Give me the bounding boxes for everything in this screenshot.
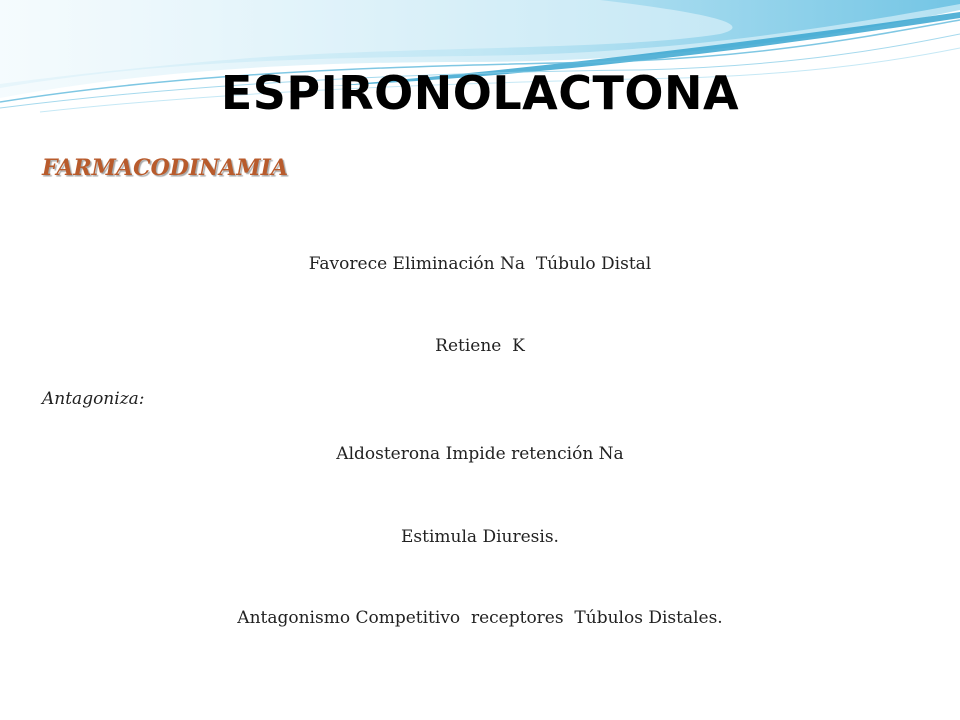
body-line-5: Estimula Diuresis. <box>401 527 559 547</box>
slide-subtitle: FARMACODINAMIA <box>42 155 289 181</box>
body-line-1: Favorece Eliminación Na Túbulo Distal <box>308 254 652 274</box>
body-line-4: Aldosterona Impide retención Na <box>336 444 624 464</box>
body-line-2: Retiene K <box>435 336 525 356</box>
slide-title: ESPIRONOLACTONA <box>220 66 740 120</box>
body-line-antagoniza: Antagoniza: <box>42 389 145 409</box>
body-line-6: Antagonismo Competitivo receptores Túbulos Distales. <box>237 608 723 628</box>
